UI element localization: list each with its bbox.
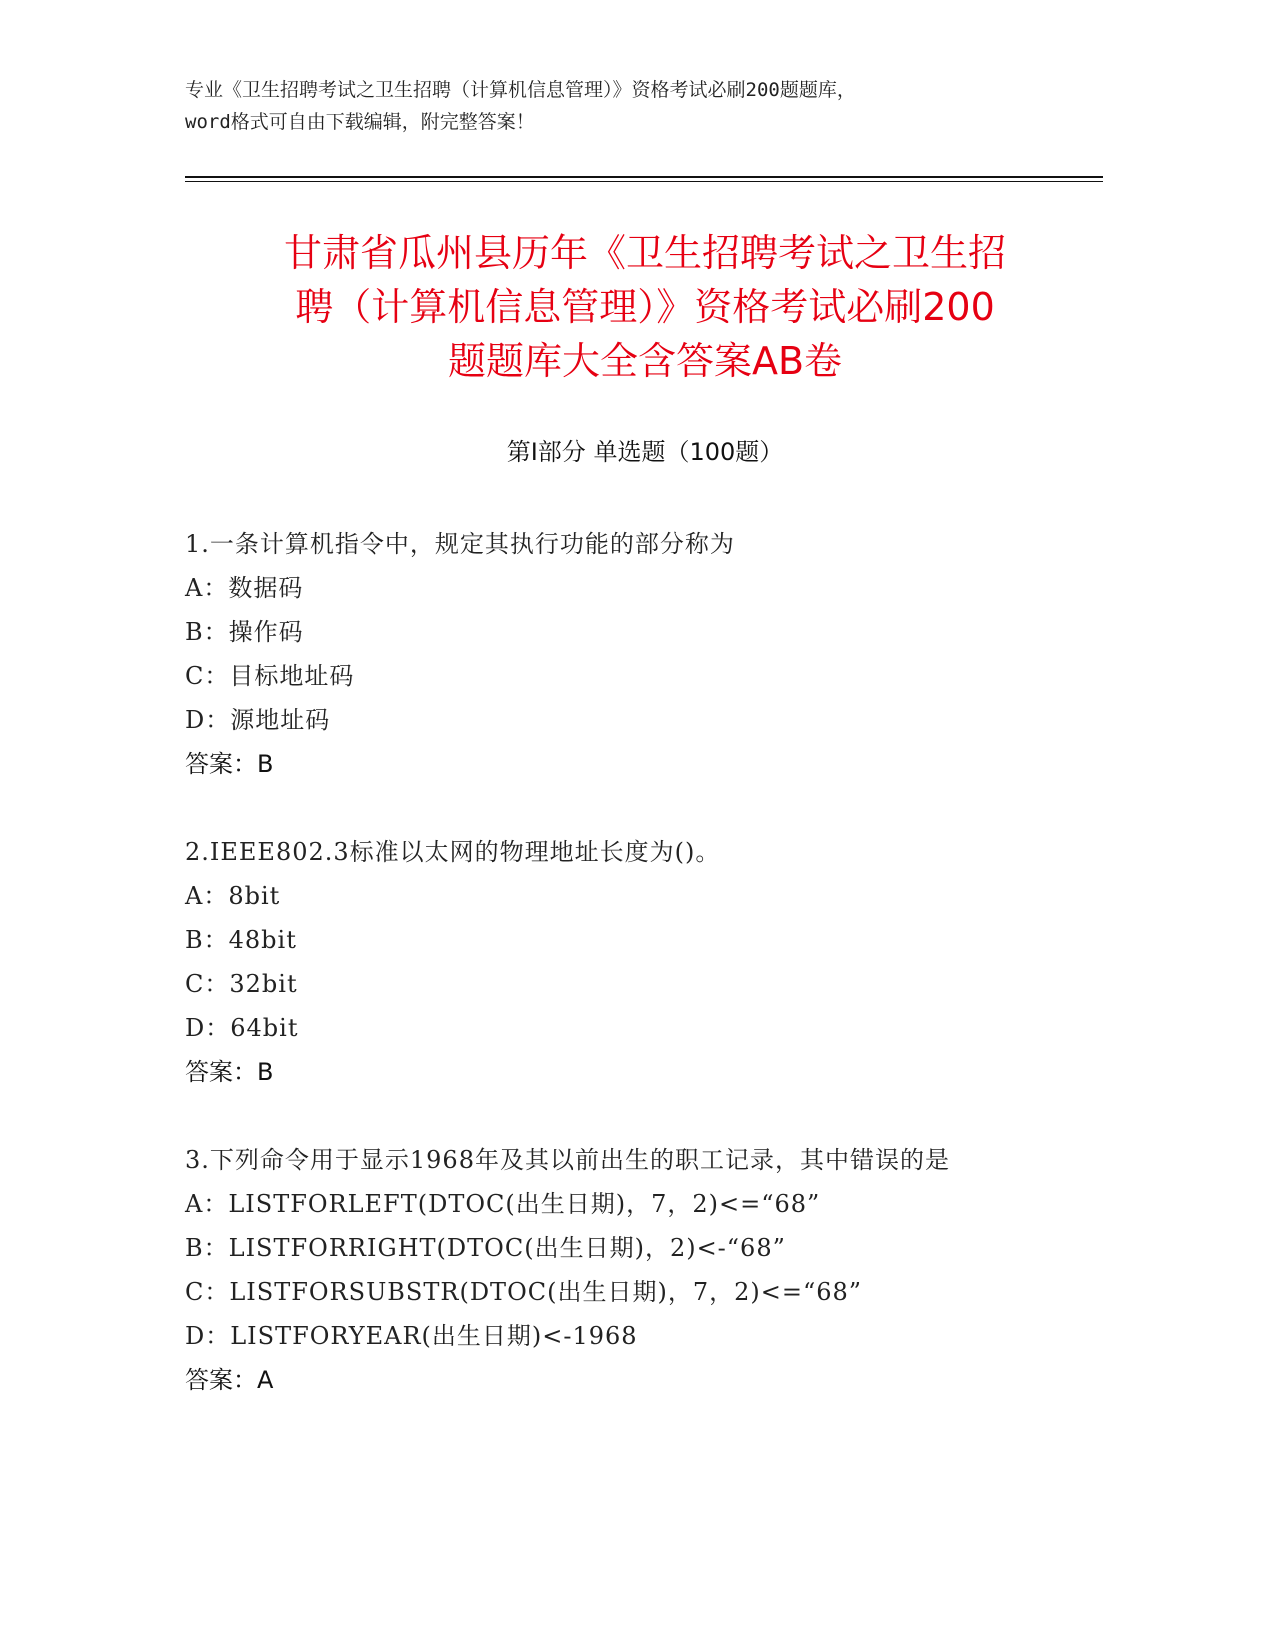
option-b: B：LISTFORRIGHT(DTOC(出生日期)，2)<-“68” [185,1234,786,1262]
document-title-line-1: 甘肃省瓜州县历年《卫生招聘考试之卫生招 [283,231,1006,275]
option-d: D：64bit [185,1014,299,1042]
document-title-line-2: 聘（计算机信息管理）》资格考试必刷200 [295,285,995,329]
document-title [185,226,1105,388]
option-c: C：32bit [185,970,298,998]
question-1 [185,522,1105,786]
answer: 答案：A [185,1366,274,1394]
option-d: D：LISTFORYEAR(出生日期)<-1968 [185,1322,638,1350]
header-note-line-1: 专业《卫生招聘考试之卫生招聘（计算机信息管理）》资格考试必刷200题题库， [185,79,856,101]
question-3 [185,1138,1105,1402]
option-c: C：目标地址码 [185,662,355,690]
question-list [185,522,1105,1446]
option-a: A：8bit [185,882,281,910]
answer: 答案：B [185,1058,274,1086]
option-b: B：操作码 [185,618,304,646]
option-a: A：数据码 [185,574,304,602]
header-divider-thick [185,176,1103,178]
option-c: C：LISTFORSUBSTR(DTOC(出生日期)，7，2)<=“68” [185,1278,863,1306]
question-2 [185,830,1105,1094]
document-title-line-3: 题题库大全含答案AB卷 [447,339,843,383]
header-note [185,74,1105,138]
question-stem: 1.一条计算机指令中，规定其执行功能的部分称为 [185,530,735,558]
answer: 答案：B [185,750,274,778]
header-divider-thin [185,181,1103,182]
question-stem: 3.下列命令用于显示1968年及其以前出生的职工记录，其中错误的是 [185,1146,950,1174]
section-heading: 第I部分 单选题（100题） [506,438,784,466]
option-d: D：源地址码 [185,706,331,734]
question-stem: 2.IEEE802.3标准以太网的物理地址长度为()。 [185,838,721,866]
option-a: A：LISTFORLEFT(DTOC(出生日期)，7，2)<=“68” [185,1190,821,1218]
header-note-line-2: word格式可自由下载编辑，附完整答案！ [185,111,535,133]
option-b: B：48bit [185,926,297,954]
